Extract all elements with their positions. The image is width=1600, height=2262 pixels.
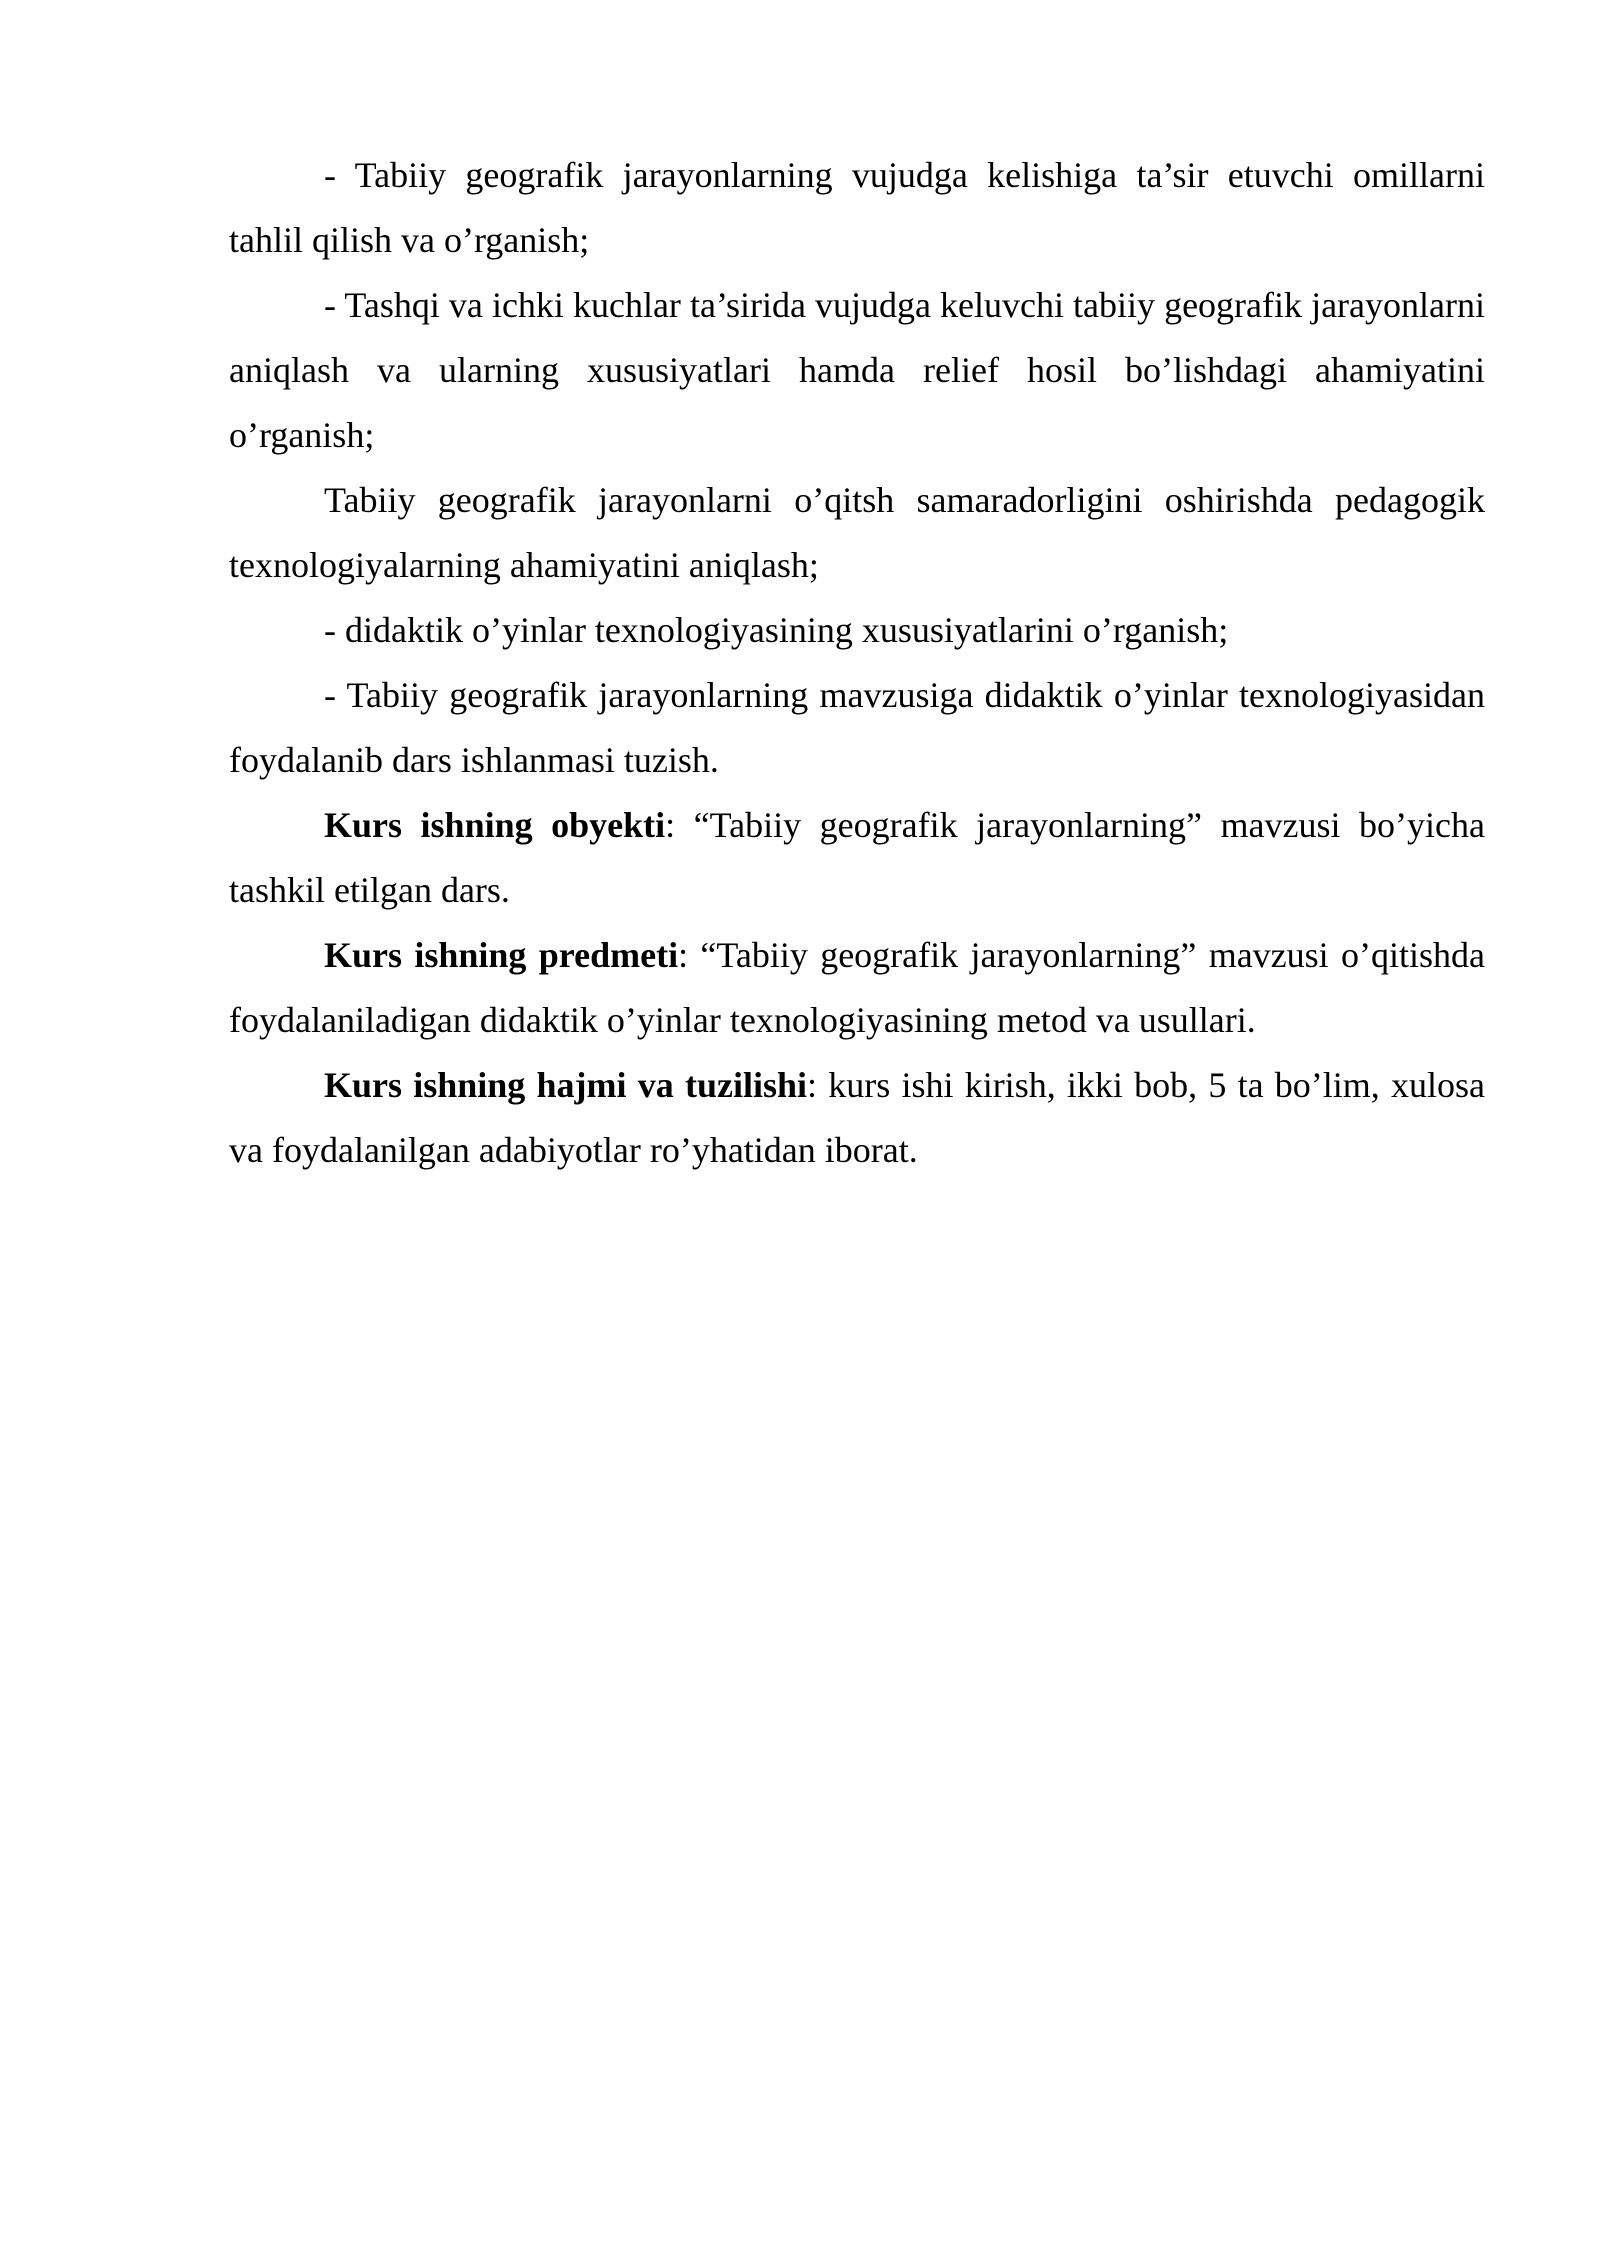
structure-label: Kurs ishning hajmi va tuzilishi bbox=[324, 1065, 808, 1105]
task-paragraph-3: Tabiiy geografik jarayonlarni o’qitsh samaradorligini oshirishda pedagogik texnologiyalarning ahamiyatini aniqlash; bbox=[229, 480, 1485, 585]
task-paragraph-1: - Tabiiy geografik jarayonlarning vujudga kelishiga ta’sir etuvchi omillarni tahlil qilish va o’rganish; bbox=[229, 155, 1485, 260]
task-paragraph-2: - Tashqi va ichki kuchlar ta’sirida vujudga keluvchi tabiiy geografik jarayonlarni aniqlash va ularning xususiyatlari hamda relief hosil bo’lishdagi ahamiyatini o’rganish; bbox=[229, 285, 1485, 455]
object-label: Kurs ishning obyekti bbox=[324, 805, 666, 845]
structure-text: : kurs ishi kirish, ikki bob, 5 ta bo’lim, xulosa va foydalanilgan adabiyotlar ro’yhatidan iborat. bbox=[229, 1065, 1486, 1170]
document-body bbox=[229, 143, 1485, 1183]
task-paragraph-4: - didaktik o’yinlar texnologiyasining xususiyatlarini o’rganish; bbox=[324, 610, 1229, 650]
subject-paragraph bbox=[229, 923, 1485, 1053]
subject-label: Kurs ishning predmeti bbox=[324, 935, 679, 975]
object-text: : “Tabiiy geografik jarayonlarning” mavzusi bo’yicha tashkil etilgan dars. bbox=[229, 805, 1485, 910]
object-paragraph bbox=[229, 793, 1485, 923]
task-paragraph-5: - Tabiiy geografik jarayonlarning mavzusiga didaktik o’yinlar texnologiyasidan foydalanib dars ishlanmasi tuzish. bbox=[229, 675, 1485, 780]
structure-paragraph bbox=[229, 1053, 1485, 1183]
subject-text: : “Tabiiy geografik jarayonlarning” mavzusi o’qitishda foydalaniladigan didaktik o’yinlar texnologiyasining metod va usullari. bbox=[229, 935, 1485, 1040]
